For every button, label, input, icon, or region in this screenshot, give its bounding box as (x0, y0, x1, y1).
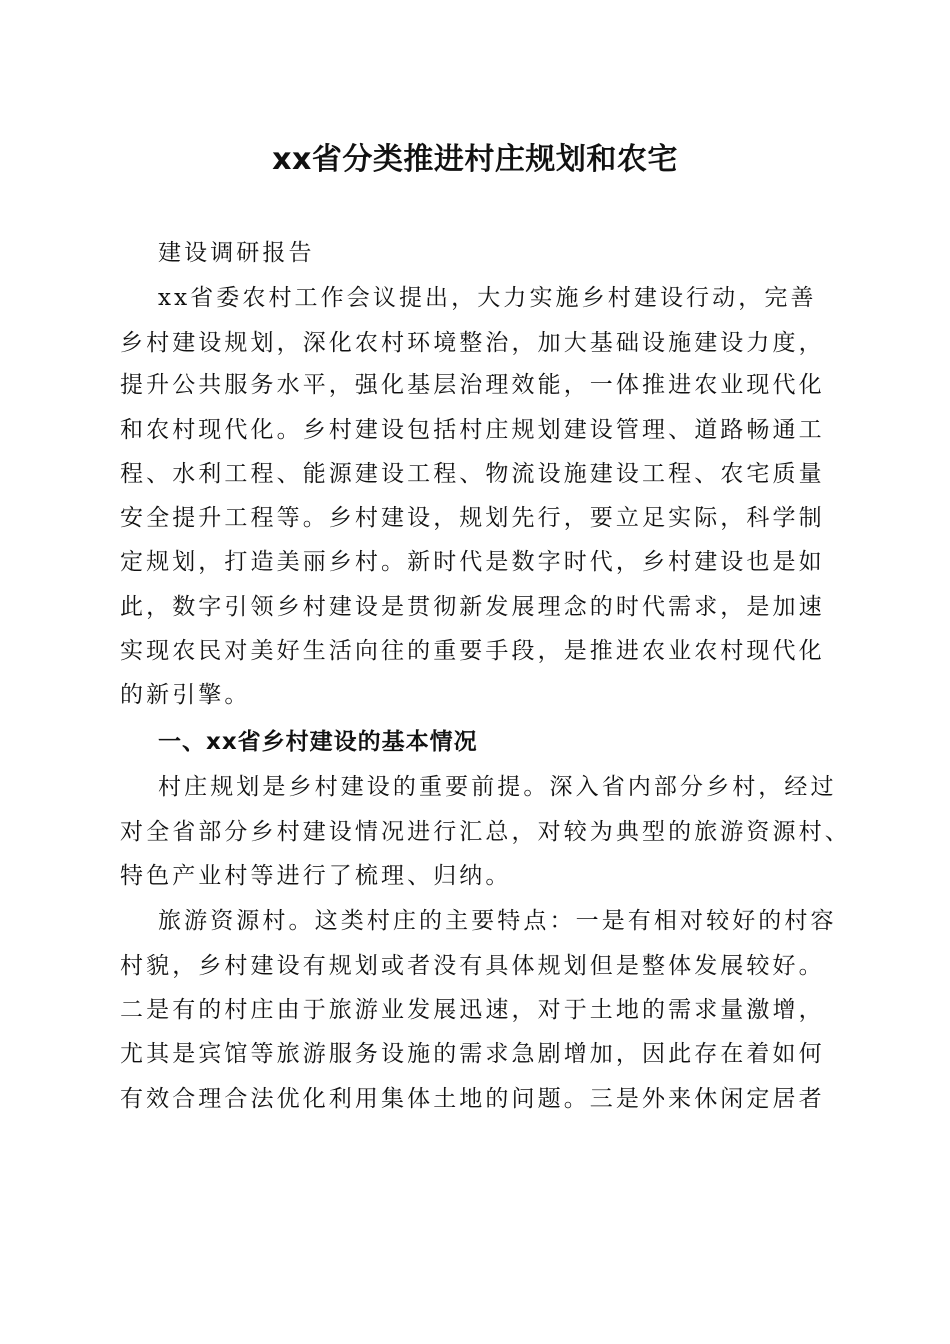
section-paragraph-line: 有效合理合法优化利用集体土地的问题。三是外来休闲定居者 (120, 1086, 825, 1112)
intro-line: xx省委农村工作会议提出，大力实施乡村建设行动，完善 (158, 285, 817, 311)
document-title: xx省分类推进村庄规划和农宅 (272, 142, 678, 177)
document-subtitle: 建设调研报告 (158, 240, 315, 266)
section-paragraph-line: 特色产业村等进行了梳理、归纳。 (120, 863, 512, 889)
section-heading: 一、xx省乡村建设的基本情况 (158, 729, 478, 755)
intro-line: 的新引擎。 (120, 682, 251, 708)
intro-line: 提升公共服务水平，强化基层治理效能，一体推进农业现代化 (120, 372, 825, 398)
section-paragraph-line: 尤其是宾馆等旅游服务设施的需求急剧增加，因此存在着如何 (120, 1041, 825, 1067)
intro-line: 此，数字引领乡村建设是贯彻新发展理念的时代需求，是加速 (120, 594, 825, 620)
section-paragraph-line: 二是有的村庄由于旅游业发展迅速，对于土地的需求量激增， (120, 997, 825, 1023)
intro-line: 实现农民对美好生活向往的重要手段，是推进农业农村现代化 (120, 638, 825, 664)
section-paragraph-line: 旅游资源村。这类村庄的主要特点：一是有相对较好的村容 (158, 908, 837, 934)
section-paragraph-line: 村庄规划是乡村建设的重要前提。深入省内部分乡村，经过 (158, 774, 837, 800)
intro-line: 程、水利工程、能源建设工程、物流设施建设工程、农宅质量 (120, 461, 825, 487)
intro-line: 乡村建设规划，深化农村环境整治，加大基础设施建设力度， (120, 330, 825, 356)
intro-line: 定规划，打造美丽乡村。新时代是数字时代，乡村建设也是如 (120, 549, 825, 575)
section-paragraph-line: 对全省部分乡村建设情况进行汇总，对较为典型的旅游资源村、 (120, 819, 851, 845)
section-paragraph-line: 村貌，乡村建设有规划或者没有具体规划但是整体发展较好。 (120, 953, 825, 979)
intro-line: 安全提升工程等。乡村建设，规划先行，要立足实际，科学制 (120, 505, 825, 531)
intro-line: 和农村现代化。乡村建设包括村庄规划建设管理、道路畅通工 (120, 417, 825, 443)
